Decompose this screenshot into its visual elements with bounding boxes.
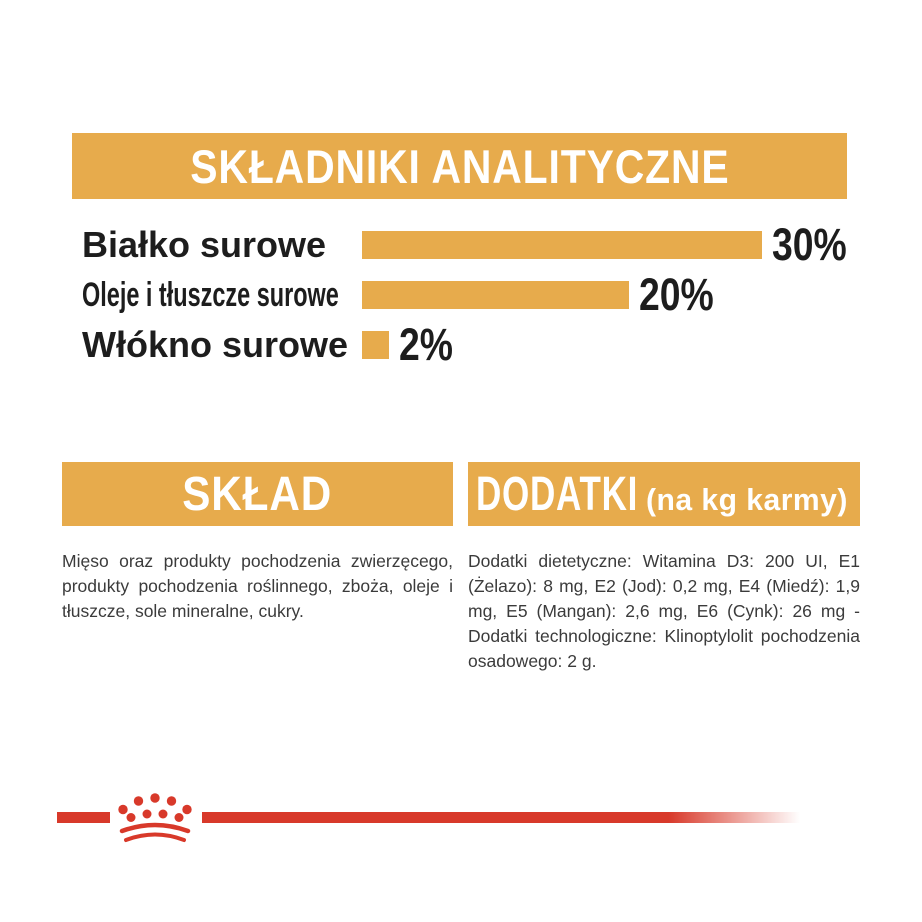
additives-body: Dodatki dietetyczne: Witamina D3: 200 UI, E1 (Żelazo): 8 mg, E2 (Jod): 0,2 mg, E4 (Miedź): 1,9 mg, E5 (Mangan): 2,6 mg, E6 (Cynk): 26 mg - Dodatki technologiczne: Klinoptylolit pochodzenia osadowego: 2 g. [468, 550, 860, 671]
additives-title-line [476, 467, 854, 522]
chart-row-fats [82, 269, 729, 320]
footer-rule-right [202, 812, 800, 823]
analytical-components-title: SKŁADNIKI ANALITYCZNE [189, 139, 730, 193]
footer-rule-left [57, 812, 110, 823]
additives-title-suffix: (na kg karmy) [646, 481, 848, 517]
chart-row-fibre [82, 319, 464, 370]
additives-title: DODATKI [476, 467, 639, 521]
bar-fats [362, 281, 629, 309]
bar-fibre [362, 331, 389, 359]
chart-label-protein: Białko surowe [82, 224, 327, 265]
analytical-components-banner [72, 133, 847, 199]
chart-label-fats: Oleje i tłuszcze surowe [82, 275, 339, 314]
chart-value-fibre: 2% [398, 319, 453, 370]
composition-body: Mięso oraz produkty pochodzenia zwierzęcego, produkty pochodzenia roślinnego, zboża, oleje i tłuszcze, sole mineralne, cukry. [62, 550, 453, 621]
chart-row-protein [82, 219, 862, 270]
bar-protein [362, 231, 762, 259]
royal-canin-crown-icon [116, 791, 194, 843]
chart-label-fibre: Włókno surowe [82, 324, 349, 365]
additives-banner [468, 462, 860, 526]
composition-title: SKŁAD [182, 467, 333, 521]
chart-value-protein: 30% [772, 219, 847, 270]
composition-banner [62, 462, 453, 526]
chart-value-fats: 20% [638, 269, 714, 320]
